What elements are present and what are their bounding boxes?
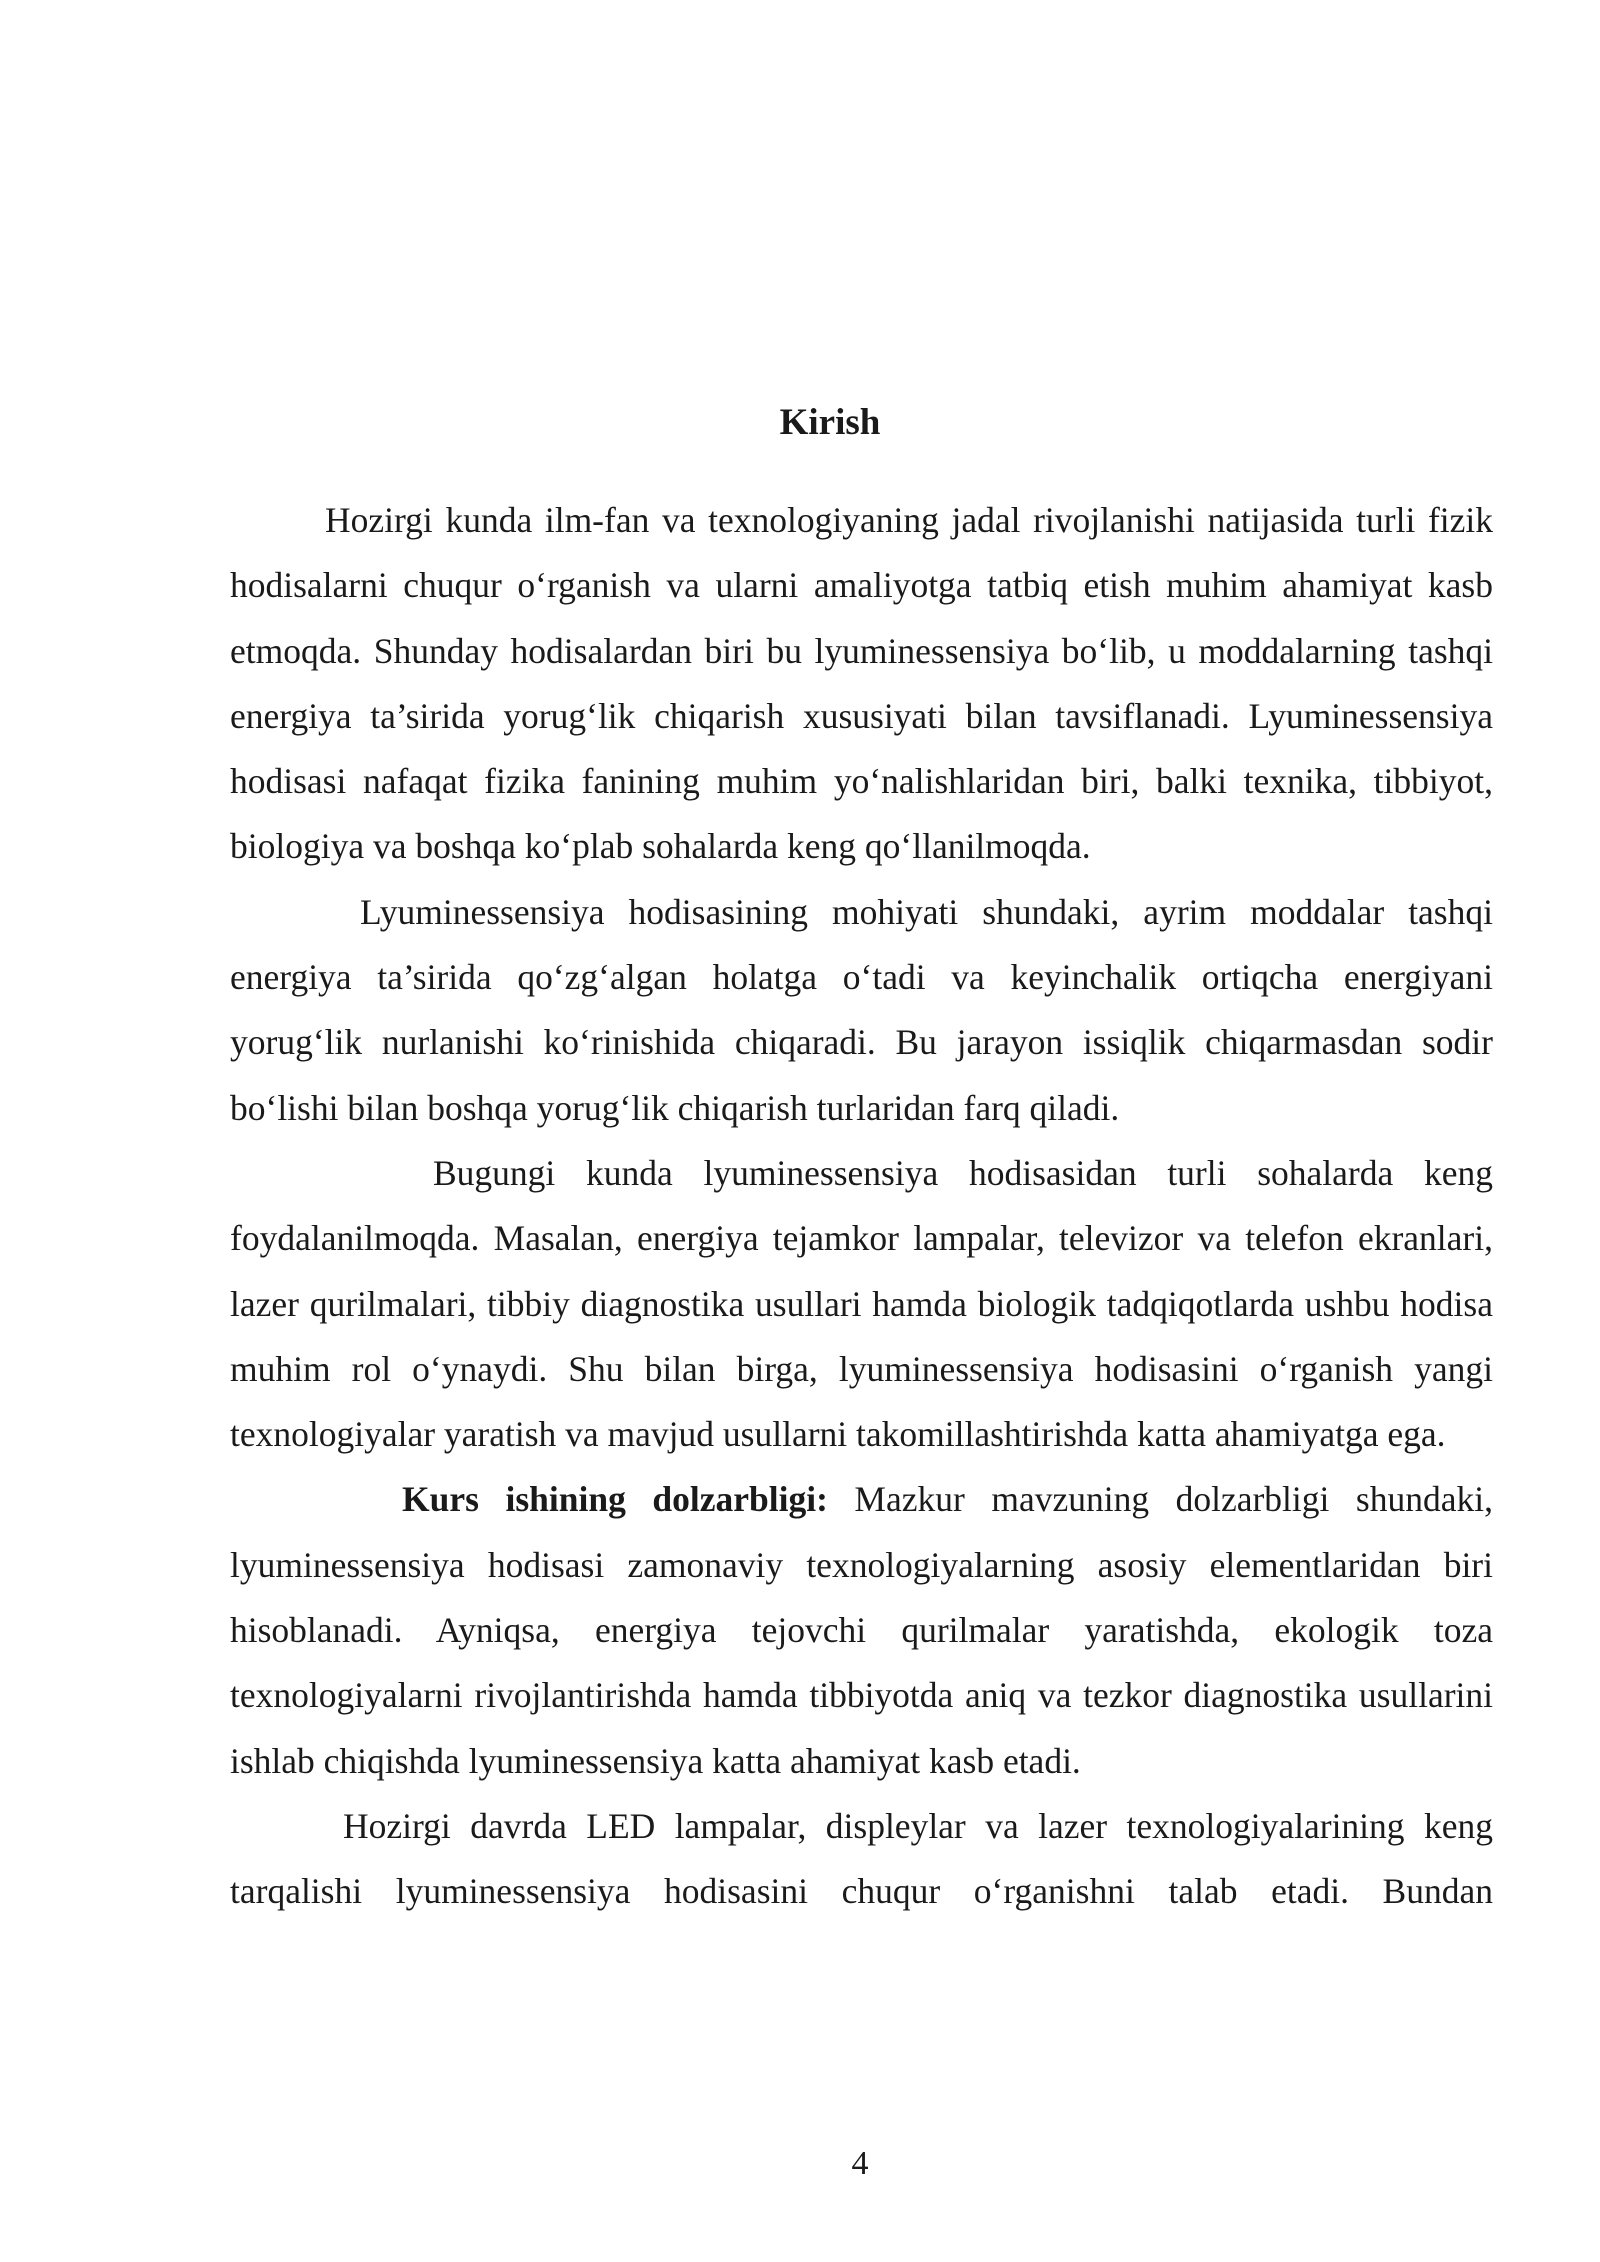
paragraph-introduction: Hozirgi kunda ilm-fan va texnologiyaning jadal rivojlanishi natijasida turli fizik hodisalarni chuqur o‘rganish va ularni amaliyotga tatbiq etish muhim ahamiyat kasb etmoqda. Shunday hodisalardan biri bu lyuminessensiya bo‘lib, u moddalarning tashqi energiya ta’sirida yorug‘lik chiqarish xususiyati bilan tavsiflanadi. Lyuminessensiya hodisasi nafaqat fizika fanining muhim yo‘nalishlaridan biri, balki texnika, tibbiyot, biologiya va boshqa ko‘plab sohalarda keng qo‘llanilmoqda.	[230, 500, 1493, 867]
relevance-lead: Kurs ishining dolzarbligi:	[402, 1479, 828, 1520]
body-text	[230, 488, 1493, 1925]
paragraph-essence: Lyuminessensiya hodisasining mohiyati shundaki, ayrim moddalar tashqi energiya ta’sirida qo‘zg‘algan holatga o‘tadi va keyinchalik ortiqcha energiyani yorug‘lik nurlanishi ko‘rinishida chiqaradi. Bu jarayon issiqlik chiqarmasdan sodir bo‘lishi bilan boshqa yorug‘lik chiqarish turlaridan farq qiladi.	[230, 891, 1493, 1128]
page-number: 4	[851, 2145, 869, 2182]
paragraph-applications: Bugungi kunda lyuminessensiya hodisasidan turli sohalarda keng foydalanilmoqda. Masalan, energiya tejamkor lampalar, televizor va telefon ekranlari, lazer qurilmalari, tibbiy diagnostika usullari hamda biologik tadqiqotlarda ushbu hodisa muhim rol o‘ynaydi. Shu bilan birga, lyuminessensiya hodisasini o‘rganish yangi texnologiyalar yaratish va mavjud usullarni takomillashtirishda katta ahamiyatga ega.	[230, 1152, 1493, 1455]
relevance-text: Mazkur mavzuning dolzarbligi shundaki, lyuminessensiya hodisasi zamonaviy texnologiyalarning asosiy elementlaridan biri hisoblanadi. Ayniqsa, energiya tejovchi qurilmalar yaratishda, ekologik toza texnologiyalarni rivojlantirishda hamda tibbiyotda aniq va tezkor diagnostika usullarini ishlab chiqishda lyuminessensiya katta ahamiyat kasb etadi.	[230, 1479, 1493, 1781]
section-heading: Kirish	[779, 402, 881, 443]
paragraph-relevance	[230, 1467, 1493, 1793]
paragraph-modern-era: Hozirgi davrda LED lampalar, displeylar va lazer texnologiyalarining keng tarqalishi lyuminessensiya hodisasini chuqur o‘rganishni talab etadi. Bundan	[230, 1805, 1493, 1912]
